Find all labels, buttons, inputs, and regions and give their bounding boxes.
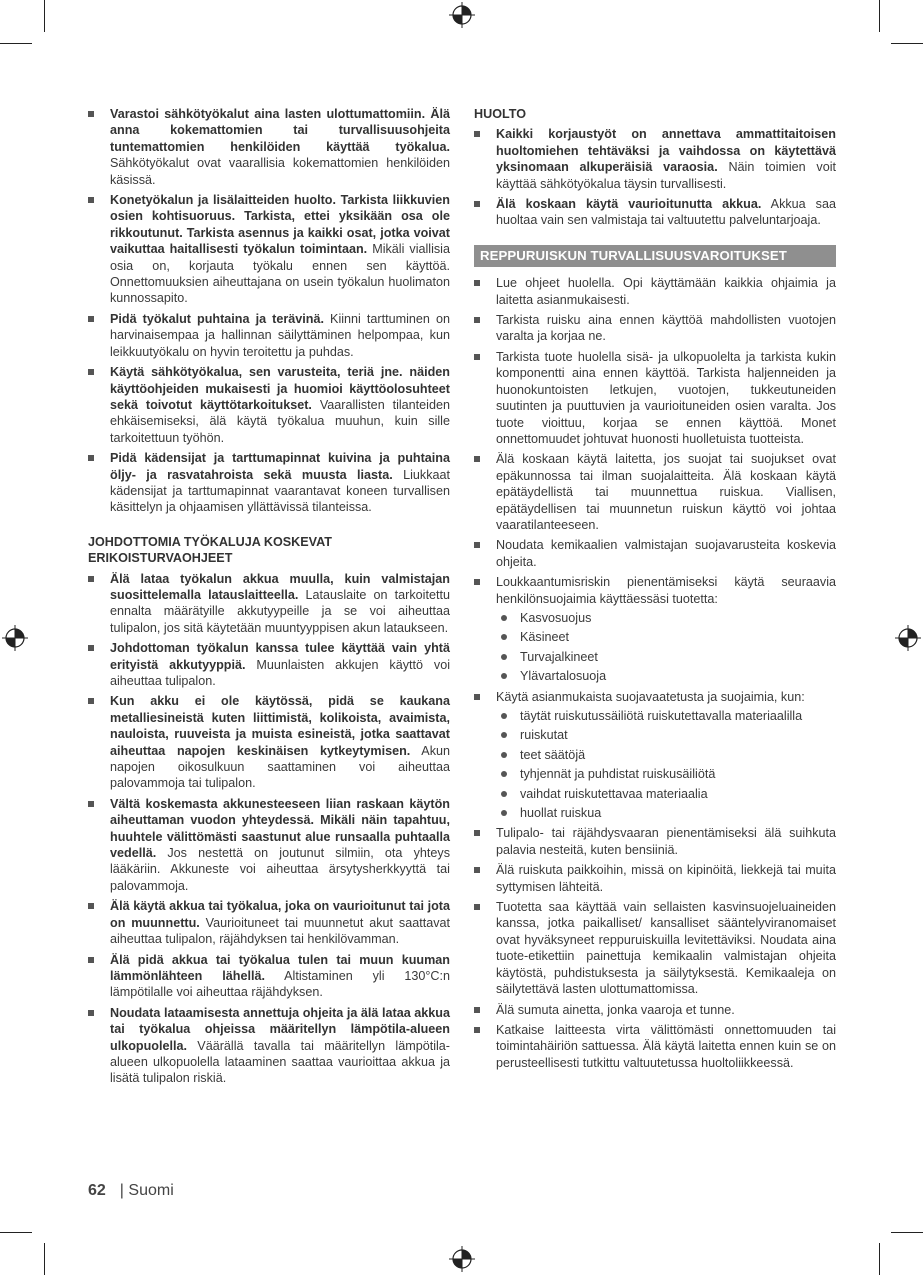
list-item: Kaikki korjaustyöt on annettava ammattitaitoisen huoltomiehen tehtäväksi ja vaihdossa on käytettävä yksinomaan alkuperäisiä varaosia. Näin toimien voit käyttää sähkötyökalua täysin turvallisesti. bbox=[474, 126, 836, 192]
section-heading-huolto: HUOLTO bbox=[474, 107, 527, 121]
sprayer-safety-list bbox=[474, 275, 836, 1071]
left-column bbox=[88, 106, 450, 1091]
general-safety-list bbox=[88, 106, 450, 516]
list-item: Konetyökalun ja lisälaitteiden huolto. Tarkista liikkuvien osien kohtisuoruus. Tarkista, ettei yksikään osa ole rikkoutunut. Tarkista asennus ja kaikki osat, jotka voivat vaikuttaa haitallisesti työkalun toimintaan. Mikäli viallisia osia on, korjauta työkalu ennen sen käyttöä. Onnettomuuksien aiheuttajana on usein työkalun huolimaton kunnossapito. bbox=[88, 192, 450, 307]
sub-list-item: Ylävartalosuoja bbox=[496, 668, 836, 684]
section-heading-cordless: JOHDOTTOMIA TYÖKALUJA KOSKEVAT ERIKOISTURVAOHJEET bbox=[88, 534, 332, 566]
crop-mark bbox=[879, 1243, 880, 1275]
sub-list-item: Turvajalkineet bbox=[496, 649, 836, 665]
ppe-sublist bbox=[496, 610, 836, 685]
sub-list-item: Käsineet bbox=[496, 629, 836, 645]
list-item: Pidä työkalut puhtaina ja terävinä. Kiinni tarttuminen on harvinaisempaa ja hallinnan säilyttäminen helpompaa, kun leikkuutyökalu on hyvin teroitettu ja puhdas. bbox=[88, 311, 450, 360]
sub-list-item: teet säätöjä bbox=[496, 747, 836, 763]
list-item: Noudata kemikaalien valmistajan suojavarusteita koskevia ohjeita. bbox=[474, 537, 836, 570]
crop-mark bbox=[0, 43, 32, 44]
list-item: Johdottoman työkalun kanssa tulee käyttää vain yhtä erityistä akkutyyppiä. Muunlaisten akkujen käyttö voi aiheuttaa tulipalon. bbox=[88, 640, 450, 689]
list-item: Älä koskaan käytä laitetta, jos suojat tai suojukset ovat epäkunnossa tai ilman suojalaitteita. Älä koskaan käytä epätäydellistä tai muunnettua ruiskua. Viallisen, epätäydellisen tai muunnetun ruiskun käyttö voi johtaa vaaratilanteeseen. bbox=[474, 451, 836, 533]
list-item: Varastoi sähkötyökalut aina lasten ulottumattomiin. Älä anna kokemattomien tai turvallisuusohjeita tuntemattomien henkilöiden käyttää työkalua. Sähkötyökalut ovat vaarallisia kokemattomien henkilöiden käsissä. bbox=[88, 106, 450, 188]
crop-mark bbox=[44, 1243, 45, 1275]
registration-mark-icon bbox=[895, 625, 921, 651]
list-item: Vältä koskemasta akkunesteeseen liian raskaan käytön aiheuttaman vuodon yhteydessä. Mikäli näin tapahtuu, huuhtele välittömästi saastunut alue runsaalla puhtaalla vedellä. Jos nestettä on joutunut silmiin, ota yhteys lääkäriin. Akkuneste voi aiheuttaa ärsytysherkkyyttä tai palovammoja. bbox=[88, 796, 450, 894]
footer-language: | Suomi bbox=[119, 1182, 174, 1199]
registration-mark-icon bbox=[449, 1246, 475, 1272]
list-item: Loukkaantumisriskin pienentämiseksi käytä seuraavia henkilönsuojaimia käyttäessäsi tuotetta: Kasvosuojus Käsineet Turvajalkineet Ylävartalosuoja bbox=[474, 574, 836, 684]
page-footer bbox=[88, 1182, 174, 1200]
sub-list-item: täytät ruiskutussäiliötä ruiskutettavalla materiaalilla bbox=[496, 708, 836, 724]
list-item: Käytä asianmukaista suojavaatetusta ja suojaimia, kun: täytät ruiskutussäiliötä ruiskutettavalla materiaalilla ruiskutat teet säätöjä tyhjennät ja puhdistat ruiskusäiliötä vaihdat ruiskutettavaa materiaalia huollat ruiskua bbox=[474, 689, 836, 822]
list-item: Kun akku ei ole käytössä, pidä se kaukana metalliesineistä kuten liittimistä, kolikoista, avaimista, nauloista, ruuveista ja muista esineistä, jotka saattavat aiheuttaa napojen keskinäisen kytkeytymisen. Akun napojen oikosulkuun saattaminen voi aiheuttaa palovammoja tai tulipalon. bbox=[88, 693, 450, 791]
crop-mark bbox=[891, 43, 923, 44]
list-item: Tarkista ruisku aina ennen käyttöä mahdollisten vuotojen varalta ja korjaa ne. bbox=[474, 312, 836, 345]
section-banner-sprayer-warnings: REPPURUISKUN TURVALLISUUSVAROITUKSET bbox=[474, 245, 836, 267]
list-item: Tuotetta saa käyttää vain sellaisten kasvinsuojeluaineiden kanssa, jotka paikalliset/ kansalliset sääntelyviranomaiset ovat hyväksyneet reppuruiskuilla levitettäviksi. Noudata aina tuote-etikettiin painettuja kemikaalin valmistajan ohjeita käytöstä, puhdistuksesta ja säilytyksestä. Kemikaaleja on säilytettävä lasten ulottumattomissa. bbox=[474, 899, 836, 997]
list-item: Älä koskaan käytä vaurioitunutta akkua. Akkua saa huoltaa vain sen valmistaja tai valtuutettu palveluntarjoaja. bbox=[474, 196, 836, 229]
registration-mark-icon bbox=[449, 2, 475, 28]
sub-list-item: huollat ruiskua bbox=[496, 805, 836, 821]
cordless-safety-list bbox=[88, 571, 450, 1087]
list-item: Älä pidä akkua tai työkalua tulen tai muun kuuman lämmönlähteen lähellä. Altistaminen yli 130°C:n lämpötilalle voi aiheuttaa räjähdyksen. bbox=[88, 952, 450, 1001]
list-item: Käytä sähkötyökalua, sen varusteita, teriä jne. näiden käyttöohjeiden mukaisesti ja huomioi käyttöolosuhteet sekä toivotut käyttötarkoitukset. Vaarallisten tilanteiden ehkäisemiseksi, älä käytä työkalua muuhun, kuin sille tarkoitettuun työhön. bbox=[88, 364, 450, 446]
crop-mark bbox=[879, 0, 880, 32]
list-item: Pidä kädensijat ja tarttumapinnat kuivina ja puhtaina öljy- ja rasvatahroista sekä muusta liasta. Liukkaat kädensijat ja tarttumapinnat vaarantavat koneen turvallisen käsittelyn ja ohjaamisen yllättävissä tilanteissa. bbox=[88, 450, 450, 516]
service-list bbox=[474, 126, 836, 228]
sub-list-item: Kasvosuojus bbox=[496, 610, 836, 626]
sub-list-item: ruiskutat bbox=[496, 727, 836, 743]
right-column bbox=[474, 106, 836, 1075]
list-item: Älä ruiskuta paikkoihin, missä on kipinöitä, liekkejä tai muita syttymisen lähteitä. bbox=[474, 862, 836, 895]
crop-mark bbox=[0, 1232, 32, 1233]
crop-mark bbox=[44, 0, 45, 32]
list-item: Tulipalo- tai räjähdysvaaran pienentämiseksi älä suihkuta palavia nesteitä, kuten bensiiniä. bbox=[474, 825, 836, 858]
list-item: Tarkista tuote huolella sisä- ja ulkopuolelta ja tarkista kukin komponentti aina ennen käyttöä. Tarkista haljenneiden ja huonokuntoisten letkujen, vuotojen, tukkeutuneiden suutinten ja puuttuvien ja vaurioituneiden osien varalta. Jos tuote vioittuu, korjaa se ennen käyttöä. Monet onnettomuudet johtuvat huonosti huolletuista tuotteista. bbox=[474, 349, 836, 447]
list-item: Katkaise laitteesta virta välittömästi onnettomuuden tai toimintahäiriön sattuessa. Älä käytä laitetta ennen kuin se on perusteellisesti tutkittu valtuutetussa huoltoliikkeessä. bbox=[474, 1022, 836, 1071]
clothing-sublist bbox=[496, 708, 836, 821]
registration-mark-icon bbox=[2, 625, 28, 651]
page-number: 62 bbox=[88, 1182, 106, 1199]
list-item: Älä sumuta ainetta, jonka vaaroja et tunne. bbox=[474, 1002, 836, 1018]
list-item: Lue ohjeet huolella. Opi käyttämään kaikkia ohjaimia ja laitetta asianmukaisesti. bbox=[474, 275, 836, 308]
list-item: Noudata lataamisesta annettuja ohjeita ja älä lataa akkua tai työkalua ohjeissa määritellyn lämpötila-alueen ulkopuolella. Väärällä tavalla tai määritellyn lämpötila-alueen ulkopuolella lataaminen saattaa vaurioittaa akkua ja lisätä tulipalon riskiä. bbox=[88, 1005, 450, 1087]
list-item: Älä lataa työkalun akkua muulla, kuin valmistajan suosittelemalla latauslaitteella. Latauslaite on tarkoitettu ennalta määrätyille akkutyypeille ja se voi aiheuttaa tulipalon, jos sitä käytetään muuntyyppisen akun lataukseen. bbox=[88, 571, 450, 637]
list-item: Älä käytä akkua tai työkalua, joka on vaurioitunut tai jota on muunnettu. Vaurioituneet tai muunnetut akut saattavat aiheuttaa tulipalon, räjähdyksen tai henkilövamman. bbox=[88, 898, 450, 947]
sub-list-item: vaihdat ruiskutettavaa materiaalia bbox=[496, 786, 836, 802]
crop-mark bbox=[891, 1232, 923, 1233]
sub-list-item: tyhjennät ja puhdistat ruiskusäiliötä bbox=[496, 766, 836, 782]
